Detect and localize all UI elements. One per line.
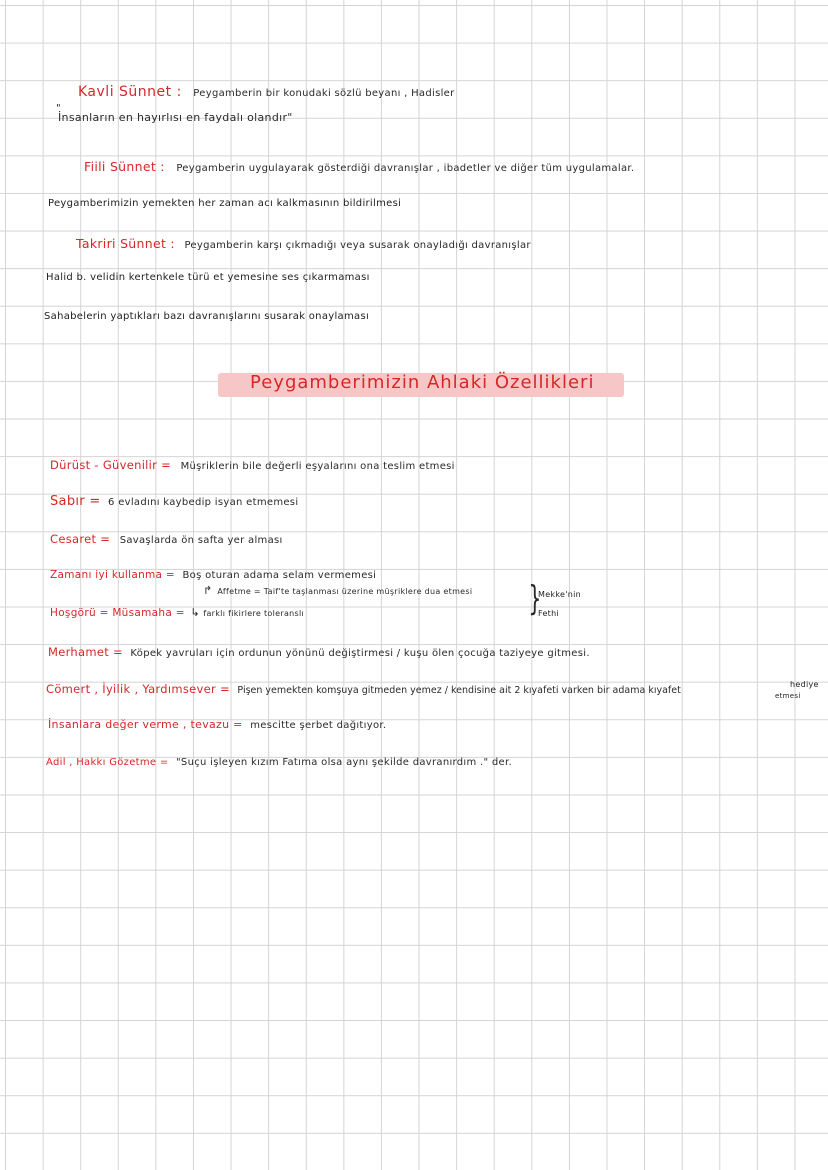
adil-label: Adil , Hakkı Gözetme = bbox=[46, 757, 169, 768]
takriri-sunnet-text: Peygamberin karşı çıkmadığı veya susarak onayladığı davranışlar bbox=[184, 240, 531, 251]
takriri-example-1: Halid b. velidin kertenkele türü et yemesine ses çıkarmaması bbox=[46, 272, 370, 283]
fiili-sunnet-text: Peygamberin uygulayarak gösterdiği davranışlar , ibadetler ve diğer tüm uygulamalar. bbox=[176, 163, 635, 174]
affetme-text: Affetme = Taif'te taşlanması üzerine müşriklere dua etmesi bbox=[217, 587, 473, 596]
comert-text: Pişen yemekten komşuya gitmeden yemez / kendisine ait 2 kıyafeti varken bir adama kıyafet bbox=[237, 685, 681, 696]
kavli-example-row bbox=[56, 103, 293, 124]
zaman-text: Boş oturan adama selam vermemesi bbox=[182, 570, 377, 581]
kavli-row bbox=[78, 84, 455, 100]
insan-text: mescitte şerbet dağıtıyor. bbox=[250, 720, 387, 731]
durust-label: Dürüst - Güvenilir = bbox=[50, 458, 172, 472]
quote-mark: " bbox=[56, 103, 61, 114]
hosgoru-label: Hoşgörü = Müsamaha = bbox=[50, 607, 185, 619]
hosgoru-text: farklı fikirlere toleranslı bbox=[203, 609, 305, 618]
curved-arrow-down-icon: ↳ bbox=[190, 606, 200, 619]
durust-text: Müşriklerin bile değerli eşyalarını ona teslim etmesi bbox=[180, 461, 455, 472]
takriri-example-2: Sahabelerin yaptıkları bazı davranışlarını susarak onaylaması bbox=[44, 311, 370, 322]
section-title: Peygamberimizin Ahlaki Özellikleri bbox=[250, 372, 595, 393]
merhamet-label: Merhamet = bbox=[48, 645, 123, 659]
trait-hosgoru bbox=[50, 606, 304, 619]
trait-cesaret bbox=[50, 532, 283, 546]
trait-durust bbox=[50, 458, 455, 472]
comert-label: Cömert , İyilik , Yardımsever = bbox=[46, 682, 230, 696]
fiili-example: Peygamberimizin yemekten her zaman acı kalkmasının bildirilmesi bbox=[48, 198, 402, 209]
insan-label: İnsanlara değer verme , tevazu = bbox=[48, 718, 243, 731]
comert-tail-2: etmesi bbox=[775, 692, 801, 700]
trait-adil bbox=[46, 757, 512, 768]
zaman-label: Zamanı iyi kullanma = bbox=[50, 569, 176, 581]
fiili-row bbox=[84, 159, 634, 174]
takriri-sunnet-title: Takriri Sünnet : bbox=[76, 236, 175, 251]
trait-insan bbox=[48, 718, 386, 731]
adil-text: "Suçu işleyen kızım Fatıma olsa aynı şekilde davranırdım ." der. bbox=[176, 757, 512, 768]
affetme-row bbox=[203, 584, 472, 597]
comert-tail-1: hediye bbox=[790, 680, 819, 689]
trait-zaman bbox=[50, 569, 376, 581]
right-brace-icon: } bbox=[528, 579, 542, 619]
trait-comert bbox=[46, 682, 681, 696]
mekke-label-1: Mekke'nin bbox=[538, 590, 581, 599]
kavli-sunnet-text: Peygamberin bir konudaki sözlü beyanı , Hadisler bbox=[193, 88, 455, 99]
cesaret-text: Savaşlarda ön safta yer alması bbox=[119, 535, 283, 546]
kavli-sunnet-title: Kavli Sünnet : bbox=[78, 84, 182, 100]
fiili-sunnet-title: Fiili Sünnet : bbox=[84, 159, 165, 174]
mekke-label-2: Fethi bbox=[538, 609, 560, 618]
takriri-row bbox=[76, 236, 531, 251]
sabir-text: 6 evladını kaybedip isyan etmemesi bbox=[108, 497, 299, 508]
trait-sabir bbox=[50, 494, 298, 509]
kavli-example: İnsanların en hayırlısı en faydalı olandır" bbox=[58, 111, 293, 124]
curved-arrow-up-icon: ↱ bbox=[203, 584, 213, 597]
cesaret-label: Cesaret = bbox=[50, 532, 111, 546]
trait-merhamet bbox=[48, 645, 590, 659]
sabir-label: Sabır = bbox=[50, 494, 101, 509]
merhamet-text: Köpek yavruları için ordunun yönünü değiştirmesi / kuşu ölen çocuğa taziyeye gitmesi. bbox=[130, 648, 590, 659]
